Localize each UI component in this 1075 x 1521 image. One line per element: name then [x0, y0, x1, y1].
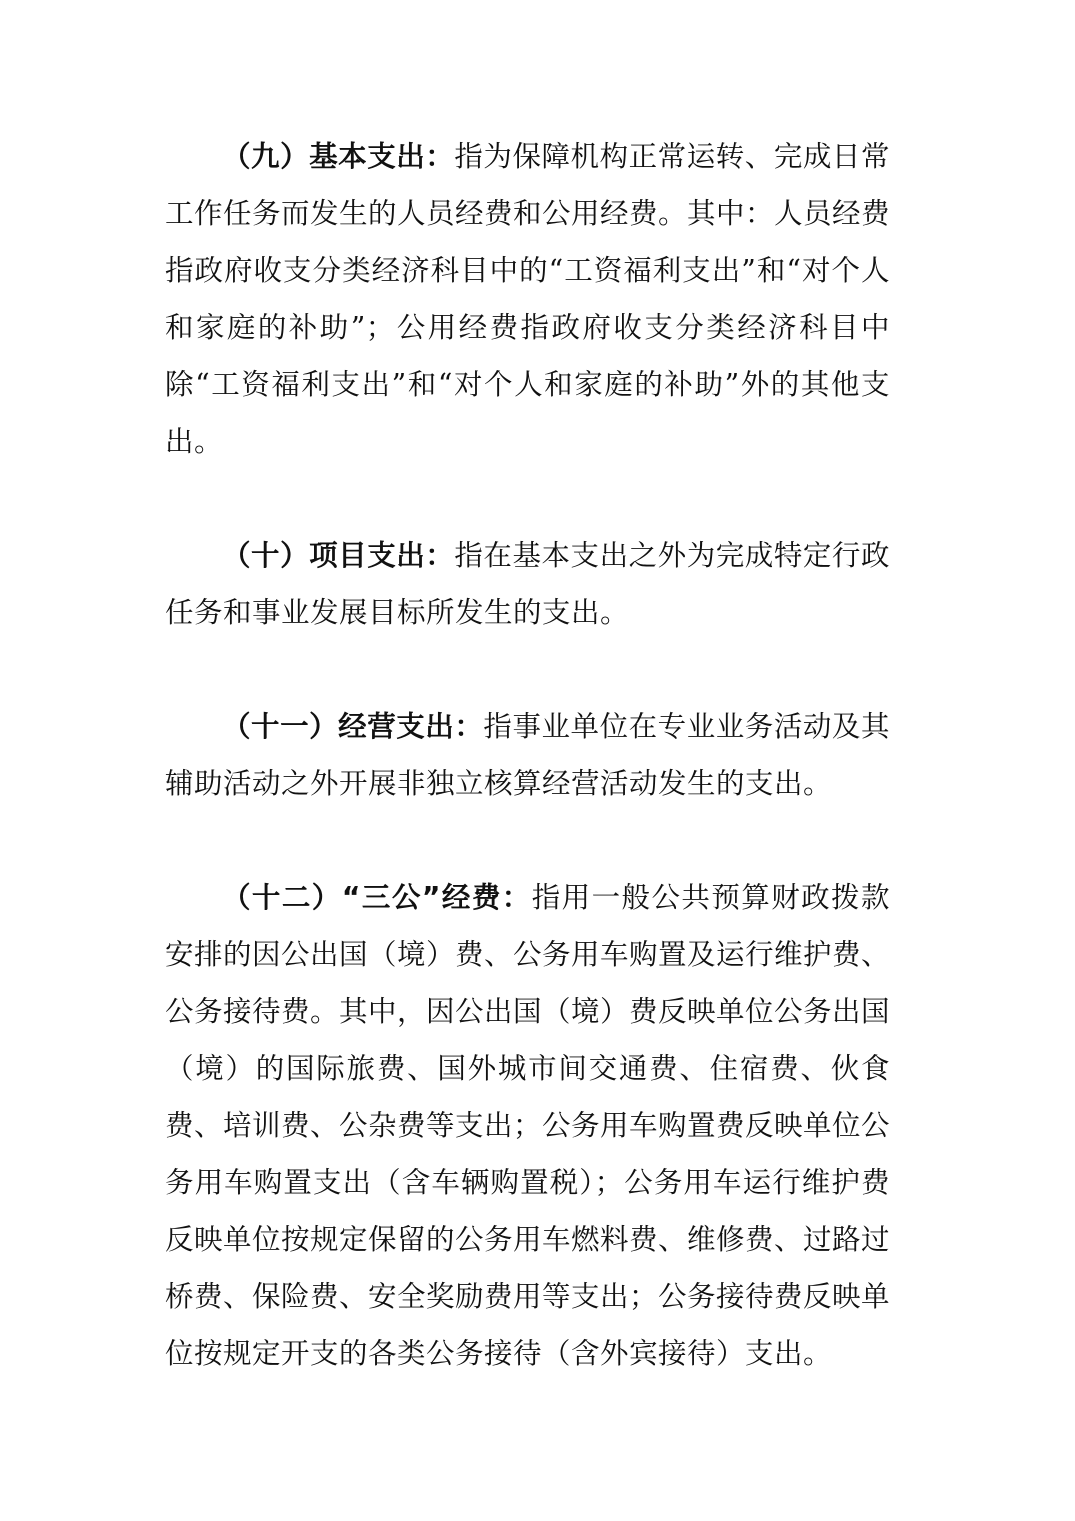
paragraph-heading: （十）项目支出：	[222, 539, 455, 572]
paragraph-text: 指为保障机构正常运转、完成日常工作任务而发生的人员经费和公用经费。其中：人员经费指政府收支分类经济科目中的“工资福利支出”和“对个人和家庭的补助”；公用经费指政府收支分类经济科目中除“工资福利支出”和“对个人和家庭的补助”外的其他支出。	[165, 140, 891, 458]
document-body	[165, 128, 890, 1382]
paragraph-heading: （九）基本支出：	[222, 140, 455, 173]
paragraph-project-expenditure	[165, 527, 890, 641]
paragraph-text: 指在基本支出之外为完成特定行政任务和事业发展目标所发生的支出。	[165, 539, 890, 629]
paragraph-three-public-expenses	[165, 869, 890, 1382]
paragraph-basic-expenditure	[165, 128, 890, 470]
paragraph-text: 指用一般公共预算财政拨款安排的因公出国（境）费、公务用车购置及运行维护费、公务接待费。其中，因公出国（境）费反映单位公务出国（境）的国际旅费、国外城市间交通费、住宿费、伙食费、培训费、公杂费等支出；公务用车购置费反映单位公务用车购置支出（含车辆购置税）；公务用车运行维护费反映单位按规定保留的公务用车燃料费、维修费、过路过桥费、保险费、安全奖励费用等支出；公务接待费反映单位按规定开支的各类公务接待（含外宾接待）支出。	[165, 881, 891, 1370]
paragraph-heading: （十一）经营支出：	[222, 710, 484, 743]
paragraph-operating-expenditure	[165, 698, 890, 812]
paragraph-heading: （十二）“三公”经费：	[222, 881, 532, 914]
paragraph-text: 指事业单位在专业业务活动及其辅助活动之外开展非独立核算经营活动发生的支出。	[165, 710, 890, 800]
